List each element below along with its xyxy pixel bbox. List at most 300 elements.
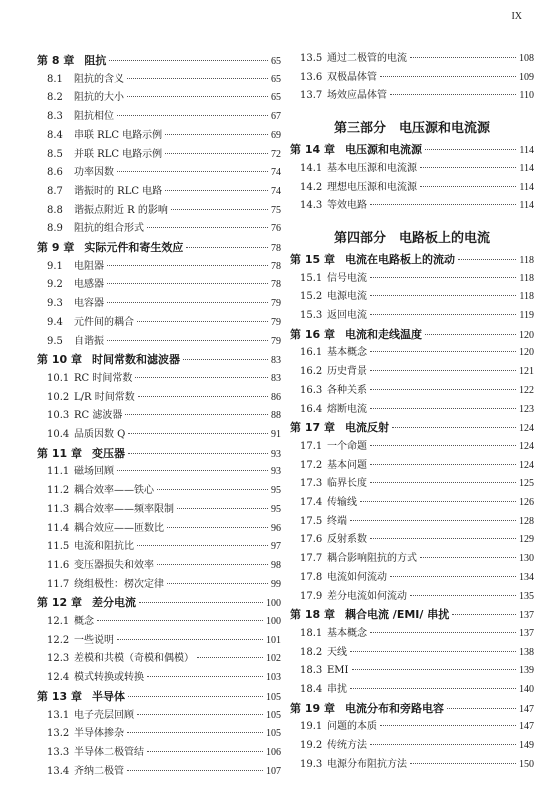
entry-number: 11.5 bbox=[47, 541, 70, 553]
entry-title: 绕组极性：楞次定律 bbox=[74, 578, 164, 590]
toc-section-entry[interactable] bbox=[37, 465, 281, 478]
dot-leader bbox=[128, 452, 268, 454]
entry-page-number: 120 bbox=[519, 329, 534, 341]
dot-leader bbox=[350, 687, 516, 689]
entry-title: 通过二极管的电流 bbox=[327, 53, 407, 64]
toc-section-entry[interactable] bbox=[37, 484, 281, 497]
toc-chapter-entry[interactable] bbox=[37, 690, 281, 704]
entry-number: 9.3 bbox=[47, 298, 63, 310]
toc-section-entry[interactable] bbox=[37, 335, 281, 348]
dot-leader bbox=[420, 185, 516, 187]
entry-page-number: 95 bbox=[271, 485, 281, 497]
dot-leader bbox=[177, 507, 268, 509]
toc-section-entry[interactable] bbox=[37, 709, 281, 722]
toc-chapter-entry[interactable] bbox=[290, 421, 534, 435]
entry-number: 16.1 bbox=[300, 347, 323, 359]
entry-page-number: 108 bbox=[519, 53, 534, 64]
dot-leader bbox=[117, 469, 268, 471]
entry-page-number: 147 bbox=[519, 721, 534, 733]
entry-number: 8.6 bbox=[47, 167, 63, 179]
entry-page-number: 78 bbox=[271, 279, 281, 291]
entry-page-number: 128 bbox=[519, 515, 534, 527]
toc-section-entry[interactable] bbox=[290, 552, 534, 565]
entry-page-number: 93 bbox=[271, 448, 281, 460]
dot-leader bbox=[370, 631, 516, 633]
entry-page-number: 129 bbox=[519, 534, 534, 546]
entry-title: 传统方法 bbox=[327, 740, 367, 752]
toc-section-entry[interactable] bbox=[290, 403, 534, 416]
entry-page-number: 114 bbox=[519, 162, 534, 174]
toc-section-entry[interactable] bbox=[37, 260, 281, 273]
entry-title: 谐振时的 RLC 电路 bbox=[74, 185, 163, 197]
dot-leader bbox=[137, 320, 268, 322]
entry-page-number: 140 bbox=[519, 684, 534, 695]
dot-leader bbox=[117, 170, 268, 172]
toc-section-entry[interactable] bbox=[290, 199, 534, 212]
entry-page-number: 122 bbox=[519, 384, 534, 396]
entry-page-number: 100 bbox=[266, 616, 281, 627]
entry-page-number: 119 bbox=[519, 310, 534, 321]
toc-section-entry[interactable] bbox=[290, 309, 534, 322]
entry-title: 半导体掺杂 bbox=[74, 728, 124, 740]
toc-section-entry[interactable] bbox=[290, 683, 534, 696]
entry-page-number: 120 bbox=[519, 347, 534, 359]
entry-title: 返回电流 bbox=[327, 310, 367, 321]
entry-number: 15.2 bbox=[300, 291, 323, 303]
entry-title: 功率因数 bbox=[74, 167, 114, 179]
dot-leader bbox=[127, 769, 263, 771]
entry-number: 13.2 bbox=[47, 728, 70, 740]
entry-page-number: 124 bbox=[519, 423, 534, 435]
entry-page-number: 150 bbox=[519, 758, 534, 770]
dot-leader bbox=[370, 369, 516, 371]
toc-section-entry[interactable] bbox=[290, 739, 534, 752]
entry-title: 各种关系 bbox=[327, 384, 367, 396]
dot-leader bbox=[165, 152, 268, 154]
entry-title: 理想电压源和电流源 bbox=[327, 181, 417, 193]
dot-leader bbox=[392, 426, 516, 428]
entry-title: 电流和阻抗比 bbox=[74, 541, 134, 553]
dot-leader bbox=[370, 276, 516, 278]
dot-leader bbox=[390, 575, 516, 577]
entry-number: 13.5 bbox=[300, 53, 323, 64]
toc-section-entry[interactable] bbox=[37, 652, 281, 665]
toc-section-entry[interactable] bbox=[37, 372, 281, 385]
toc-section-entry[interactable] bbox=[37, 765, 281, 778]
entry-page-number: 105 bbox=[266, 728, 281, 740]
entry-page-number: 98 bbox=[271, 559, 281, 571]
entry-page-number: 97 bbox=[271, 541, 281, 553]
entry-page-number: 76 bbox=[271, 223, 281, 235]
entry-title: 耦合效率——频率限制 bbox=[74, 503, 174, 515]
entry-number: 13.4 bbox=[47, 765, 70, 777]
dot-leader bbox=[165, 133, 268, 135]
entry-title: 实际元件和寄生效应 bbox=[84, 241, 184, 254]
entry-page-number: 137 bbox=[519, 627, 534, 639]
toc-section-entry[interactable] bbox=[37, 428, 281, 441]
entry-title: 串联 RLC 电路示例 bbox=[74, 129, 163, 141]
entry-title: 耦合效率——铁心 bbox=[74, 485, 154, 497]
entry-title: 电感器 bbox=[74, 279, 104, 291]
toc-section-entry[interactable] bbox=[290, 459, 534, 472]
page-number: IX bbox=[511, 11, 522, 22]
toc-section-entry[interactable] bbox=[290, 627, 534, 640]
entry-page-number: 134 bbox=[519, 571, 534, 583]
toc-section-entry[interactable] bbox=[290, 290, 534, 303]
toc-section-entry[interactable] bbox=[37, 522, 281, 535]
entry-page-number: 91 bbox=[271, 429, 281, 440]
entry-title: 反射系数 bbox=[327, 534, 367, 546]
dot-leader bbox=[186, 246, 268, 248]
entry-page-number: 124 bbox=[519, 440, 534, 452]
entry-number: 12.4 bbox=[47, 672, 70, 684]
dot-leader bbox=[370, 313, 516, 315]
dot-leader bbox=[137, 713, 263, 715]
entry-title: 半导体二极管结 bbox=[74, 746, 144, 758]
entry-number: 第 16 章 bbox=[290, 327, 335, 341]
entry-number: 第 12 章 bbox=[37, 596, 82, 610]
entry-number: 10.1 bbox=[47, 372, 70, 384]
entry-page-number: 137 bbox=[519, 610, 534, 622]
entry-number: 18.2 bbox=[300, 646, 323, 658]
dot-leader bbox=[410, 762, 516, 764]
dot-leader bbox=[360, 500, 516, 502]
entry-number: 第 15 章 bbox=[290, 252, 335, 266]
entry-page-number: 114 bbox=[519, 145, 534, 157]
toc-chapter-entry[interactable] bbox=[37, 241, 281, 255]
entry-title: 变压器损失和效率 bbox=[74, 559, 154, 571]
entry-number: 17.9 bbox=[300, 590, 323, 602]
entry-page-number: 96 bbox=[271, 522, 281, 534]
entry-title: 元件间的耦合 bbox=[74, 316, 134, 328]
toc-chapter-entry[interactable] bbox=[37, 353, 281, 367]
entry-page-number: 69 bbox=[271, 129, 281, 141]
entry-number: 8.8 bbox=[47, 204, 63, 216]
toc-section-entry[interactable] bbox=[37, 671, 281, 684]
dot-leader bbox=[370, 463, 516, 465]
entry-page-number: 74 bbox=[271, 167, 281, 179]
toc-chapter-entry[interactable] bbox=[37, 596, 281, 610]
toc-section-entry[interactable] bbox=[37, 391, 281, 404]
entry-title: 变压器 bbox=[91, 446, 125, 460]
entry-page-number: 118 bbox=[519, 272, 534, 284]
entry-title: 电源分布阻抗方法 bbox=[327, 758, 407, 770]
toc-chapter-entry[interactable] bbox=[290, 253, 534, 267]
dot-leader bbox=[370, 203, 516, 205]
entry-title: 电流和走线温度 bbox=[344, 327, 422, 341]
entry-title: 临界长度 bbox=[327, 478, 367, 490]
entry-title: 磁场回顾 bbox=[74, 466, 114, 478]
dot-leader bbox=[420, 556, 516, 558]
dot-leader bbox=[107, 282, 268, 284]
entry-title: 时间常数和滤波器 bbox=[91, 353, 180, 367]
dot-leader bbox=[138, 395, 268, 397]
dot-leader bbox=[197, 656, 263, 658]
entry-page-number: 105 bbox=[266, 709, 281, 721]
entry-page-number: 79 bbox=[271, 316, 281, 328]
entry-number: 8.1 bbox=[47, 73, 63, 85]
toc-section-entry[interactable] bbox=[290, 590, 534, 603]
toc-section-entry[interactable] bbox=[37, 148, 281, 161]
entry-number: 18.4 bbox=[300, 684, 323, 695]
toc-section-entry[interactable] bbox=[290, 181, 534, 194]
entry-page-number: 100 bbox=[266, 598, 281, 610]
toc-section-entry[interactable] bbox=[290, 346, 534, 359]
entry-number: 10.2 bbox=[47, 391, 70, 403]
toc-section-entry[interactable] bbox=[37, 409, 281, 422]
entry-page-number: 121 bbox=[519, 366, 534, 378]
dot-leader bbox=[127, 77, 268, 79]
entry-title: 天线 bbox=[327, 646, 347, 658]
entry-title: 电压源和电流源 bbox=[344, 143, 422, 157]
entry-title: 一些说明 bbox=[74, 634, 114, 646]
dot-leader bbox=[117, 114, 268, 116]
dot-leader bbox=[157, 563, 268, 565]
dot-leader bbox=[107, 301, 268, 303]
dot-leader bbox=[125, 413, 268, 415]
entry-page-number: 149 bbox=[519, 740, 534, 752]
entry-title: 概念 bbox=[74, 616, 94, 627]
entry-title: RC 时间常数 bbox=[74, 372, 133, 384]
toc-chapter-entry[interactable] bbox=[290, 328, 534, 342]
entry-number: 14.3 bbox=[300, 200, 323, 212]
dot-leader bbox=[452, 613, 516, 615]
dot-leader bbox=[350, 519, 516, 521]
entry-title: 双极晶体管 bbox=[327, 71, 377, 83]
entry-page-number: 67 bbox=[271, 111, 281, 123]
entry-title: 自谐振 bbox=[74, 335, 104, 347]
dot-leader bbox=[370, 481, 516, 483]
dot-leader bbox=[147, 226, 268, 228]
toc-section-entry[interactable] bbox=[290, 384, 534, 397]
entry-title: 电流如何流动 bbox=[327, 571, 387, 583]
entry-number: 15.3 bbox=[300, 310, 323, 321]
dot-leader bbox=[107, 264, 268, 266]
entry-number: 第 10 章 bbox=[37, 353, 82, 367]
entry-number: 11.7 bbox=[47, 578, 70, 590]
entry-number: 9.5 bbox=[47, 335, 63, 347]
entry-page-number: 147 bbox=[519, 703, 534, 715]
toc-section-entry[interactable] bbox=[290, 162, 534, 175]
toc-section-entry[interactable] bbox=[37, 91, 281, 104]
entry-title: 差分电流如何流动 bbox=[327, 590, 407, 602]
entry-title: 电流在电路板上的流动 bbox=[344, 252, 455, 266]
dot-leader bbox=[352, 668, 517, 670]
entry-number: 11.6 bbox=[47, 559, 70, 571]
toc-section-entry[interactable] bbox=[290, 365, 534, 378]
dot-leader bbox=[135, 376, 268, 378]
entry-title: RC 滤波器 bbox=[74, 410, 123, 422]
toc-section-entry[interactable] bbox=[37, 166, 281, 179]
entry-title: 场效应晶体管 bbox=[327, 90, 387, 102]
entry-number: 8.4 bbox=[47, 129, 63, 141]
toc-section-entry[interactable] bbox=[290, 496, 534, 509]
dot-leader bbox=[128, 432, 268, 434]
toc-section-entry[interactable] bbox=[37, 73, 281, 86]
entry-page-number: 126 bbox=[519, 497, 534, 508]
entry-number: 13.3 bbox=[47, 746, 70, 758]
toc-section-entry[interactable] bbox=[290, 646, 534, 659]
entry-title: 电流反射 bbox=[344, 421, 389, 435]
toc-section-entry[interactable] bbox=[37, 615, 281, 628]
entry-number: 16.4 bbox=[300, 403, 323, 415]
dot-leader bbox=[107, 339, 268, 341]
entry-number: 14.1 bbox=[300, 162, 323, 174]
entry-title: EMI bbox=[327, 665, 349, 677]
toc-section-entry[interactable] bbox=[37, 540, 281, 553]
entry-page-number: 75 bbox=[271, 204, 281, 216]
toc-section-entry[interactable] bbox=[37, 222, 281, 235]
dot-leader bbox=[390, 93, 516, 95]
entry-page-number: 135 bbox=[519, 590, 534, 602]
dot-leader bbox=[147, 750, 263, 752]
entry-number: 13.6 bbox=[300, 71, 323, 83]
entry-number: 8.5 bbox=[47, 148, 63, 160]
entry-number: 12.3 bbox=[47, 653, 70, 665]
entry-page-number: 65 bbox=[271, 56, 281, 67]
entry-title: 耦合影响阻抗的方式 bbox=[327, 553, 417, 565]
entry-number: 9.4 bbox=[47, 316, 63, 328]
toc-section-entry[interactable] bbox=[37, 204, 281, 217]
toc-section-entry[interactable] bbox=[37, 278, 281, 291]
entry-title: 传输线 bbox=[327, 497, 357, 508]
entry-number: 第 8 章 bbox=[37, 54, 75, 67]
toc-section-entry[interactable] bbox=[37, 316, 281, 329]
entry-title: 一个命题 bbox=[327, 440, 367, 452]
entry-number: 17.5 bbox=[300, 515, 323, 527]
dot-leader bbox=[167, 526, 268, 528]
dot-leader bbox=[97, 619, 263, 621]
toc-section-entry[interactable] bbox=[290, 477, 534, 490]
entry-number: 13.7 bbox=[300, 90, 323, 102]
toc-chapter-entry[interactable] bbox=[37, 54, 281, 68]
entry-page-number: 83 bbox=[271, 355, 281, 367]
toc-section-entry[interactable] bbox=[290, 720, 534, 733]
toc-section-entry[interactable] bbox=[290, 89, 534, 102]
toc-section-entry[interactable] bbox=[37, 185, 281, 198]
toc-chapter-entry[interactable] bbox=[290, 608, 534, 622]
entry-page-number: 65 bbox=[271, 92, 281, 104]
entry-title: 谐振点附近 R 的影响 bbox=[74, 204, 168, 216]
entry-title: 基本电压源和电流源 bbox=[327, 162, 417, 174]
entry-page-number: 101 bbox=[266, 634, 281, 646]
entry-number: 18.3 bbox=[300, 665, 323, 677]
toc-section-entry[interactable] bbox=[290, 664, 534, 677]
entry-title: 品质因数 Q bbox=[74, 429, 126, 440]
toc-section-entry[interactable] bbox=[37, 297, 281, 310]
entry-page-number: 99 bbox=[271, 578, 281, 590]
toc-section-entry[interactable] bbox=[37, 727, 281, 740]
dot-leader bbox=[370, 350, 516, 352]
entry-title: 齐纳二极管 bbox=[74, 765, 124, 777]
entry-number: 17.3 bbox=[300, 478, 323, 490]
entry-number: 13.1 bbox=[47, 709, 70, 721]
dot-leader bbox=[117, 638, 263, 640]
entry-page-number: 123 bbox=[519, 403, 534, 415]
dot-leader bbox=[165, 189, 268, 191]
toc-section-entry[interactable] bbox=[290, 571, 534, 584]
toc-section-entry[interactable] bbox=[37, 110, 281, 123]
entry-number: 10.4 bbox=[47, 429, 70, 440]
dot-leader bbox=[380, 75, 516, 77]
toc-section-entry[interactable] bbox=[37, 746, 281, 759]
entry-title: 并联 RLC 电路示例 bbox=[74, 148, 163, 160]
entry-title: 耦合效应——匝数比 bbox=[74, 522, 164, 534]
dot-leader bbox=[127, 731, 263, 733]
entry-title: 终端 bbox=[327, 515, 347, 527]
toc-part-heading: 第四部分 电路板上的电流 bbox=[333, 230, 490, 246]
entry-title: 电子壳层回顾 bbox=[74, 709, 134, 721]
entry-page-number: 102 bbox=[266, 653, 281, 665]
toc-section-entry[interactable] bbox=[37, 578, 281, 591]
entry-page-number: 139 bbox=[519, 665, 534, 677]
toc-section-entry[interactable] bbox=[37, 129, 281, 142]
toc-section-entry[interactable] bbox=[290, 71, 534, 84]
entry-title: 耦合电流 /EMI/ 串扰 bbox=[344, 608, 450, 622]
entry-number: 第 13 章 bbox=[37, 689, 82, 703]
entry-number: 第 19 章 bbox=[290, 701, 335, 715]
entry-title: 电容器 bbox=[74, 298, 104, 310]
entry-number: 19.3 bbox=[300, 758, 323, 770]
entry-title: 基本概念 bbox=[327, 627, 367, 639]
toc-section-entry[interactable] bbox=[290, 272, 534, 285]
entry-number: 17.6 bbox=[300, 534, 323, 546]
toc-chapter-entry[interactable] bbox=[290, 702, 534, 716]
entry-page-number: 138 bbox=[519, 646, 534, 658]
entry-page-number: 78 bbox=[271, 260, 281, 272]
entry-page-number: 79 bbox=[271, 335, 281, 347]
dot-leader bbox=[370, 294, 516, 296]
dot-leader bbox=[370, 407, 516, 409]
entry-page-number: 95 bbox=[271, 503, 281, 515]
toc-section-entry[interactable] bbox=[290, 533, 534, 546]
toc-section-entry[interactable] bbox=[37, 559, 281, 572]
toc-section-entry[interactable] bbox=[290, 52, 534, 65]
dot-leader bbox=[420, 166, 516, 168]
entry-number: 第 18 章 bbox=[290, 608, 335, 622]
entry-title: 电流分布和旁路电容 bbox=[344, 701, 444, 715]
entry-title: 阻抗的组合形式 bbox=[74, 223, 144, 235]
dot-leader bbox=[128, 695, 263, 697]
toc-section-entry[interactable] bbox=[290, 440, 534, 453]
dot-leader bbox=[350, 650, 516, 652]
toc-chapter-entry[interactable] bbox=[290, 143, 534, 157]
entry-number: 16.2 bbox=[300, 366, 323, 378]
entry-title: 阻抗相位 bbox=[74, 111, 114, 123]
entry-page-number: 78 bbox=[271, 243, 281, 254]
entry-number: 12.2 bbox=[47, 634, 70, 646]
entry-number: 17.2 bbox=[300, 459, 323, 471]
entry-title: 阻抗的大小 bbox=[74, 92, 124, 104]
entry-title: 差模和共模（奇模和偶模） bbox=[74, 653, 194, 665]
dot-leader bbox=[458, 258, 516, 260]
toc-section-entry[interactable] bbox=[290, 758, 534, 771]
entry-number: 11.2 bbox=[47, 485, 70, 497]
toc-chapter-entry[interactable] bbox=[37, 447, 281, 461]
toc-section-entry[interactable] bbox=[290, 515, 534, 528]
entry-title: 熔断电流 bbox=[327, 403, 367, 415]
dot-leader bbox=[380, 724, 516, 726]
entry-page-number: 125 bbox=[519, 478, 534, 490]
entry-number: 19.1 bbox=[300, 721, 323, 733]
toc-section-entry[interactable] bbox=[37, 634, 281, 647]
entry-title: 阻抗 bbox=[84, 54, 107, 67]
toc-section-entry[interactable] bbox=[37, 503, 281, 516]
entry-number: 18.1 bbox=[300, 627, 323, 639]
entry-page-number: 114 bbox=[519, 200, 534, 212]
entry-title: 基本概念 bbox=[327, 347, 367, 359]
entry-page-number: 118 bbox=[519, 291, 534, 303]
